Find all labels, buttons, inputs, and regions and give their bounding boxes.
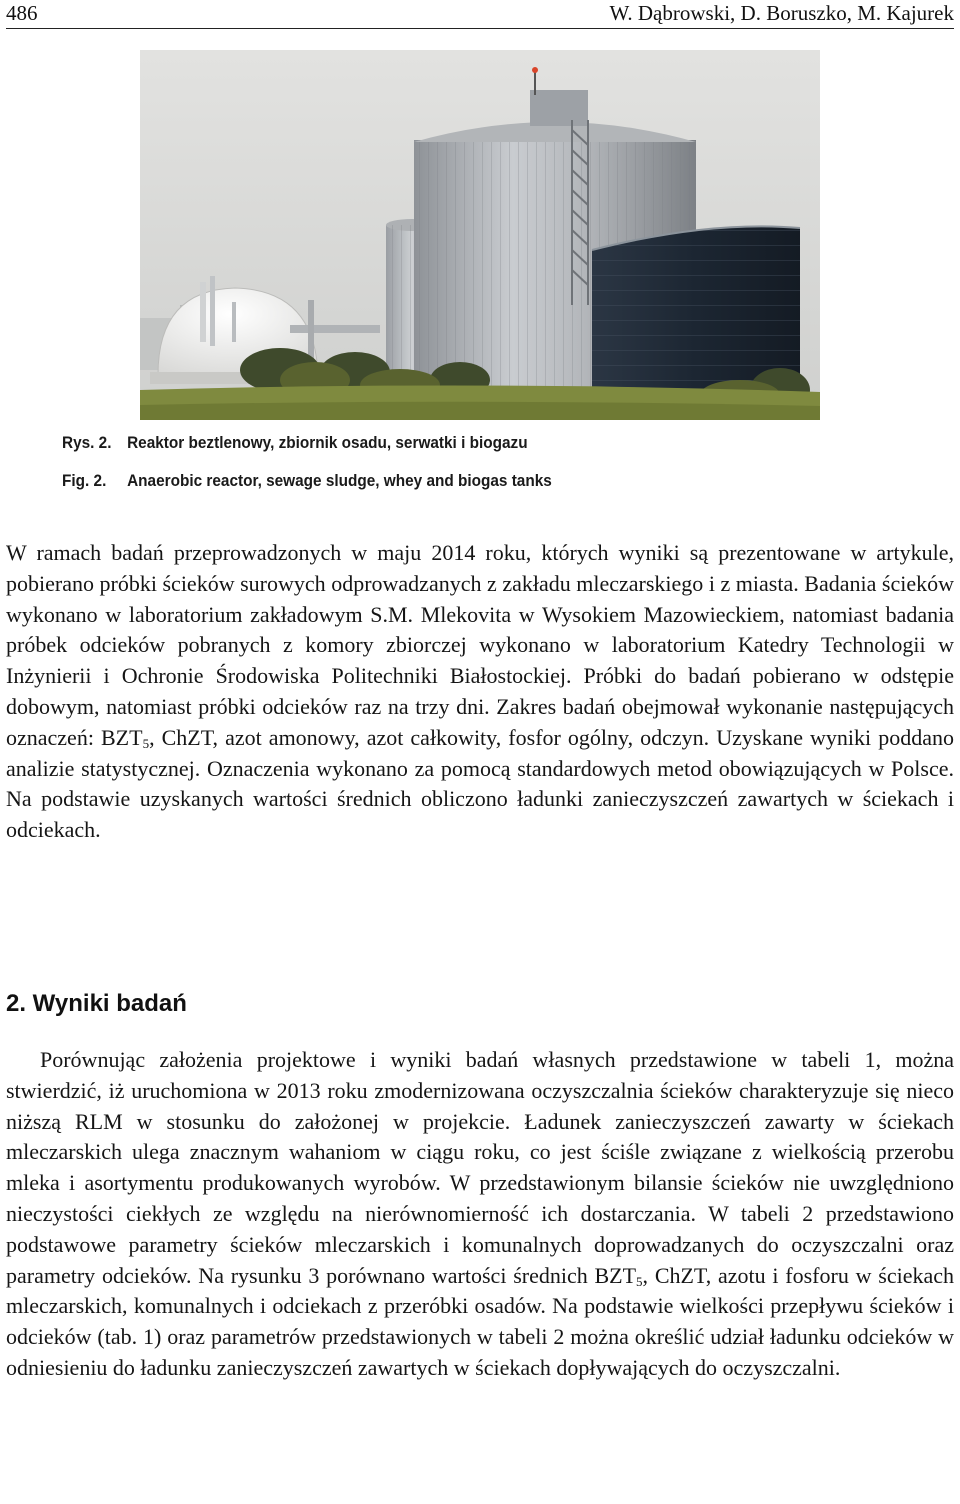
paragraph-results-text-2: , ChZT, azotu i fosforu w ściekach mleczarskich, komunalnych i odciekach z przeróbki osadów. Na podstawie wielkości przepływu ścieków i odcieków (tab. 1) oraz parametrów przedstawionych w tabeli 2 można określić udział ładunku odcieków w odniesieniu do ładunku zanieczyszczeń zawartych w ściekach dopływających do oczyszczalni. — [6, 1262, 954, 1380]
paragraph-methods-text-2: , ChZT, azot amonowy, azot całkowity, fosfor ogólny, odczyn. Uzyskane wyniki poddano analizie statystycznej. Oznaczenia wykonano za pomocą standardowych metod obowiązujących w Polsce. Na podstawie uzyskanych wartości średnich obliczono ładunki zanieczyszczeń zawartych w ściekach i odciekach. — [6, 724, 954, 843]
paragraph-methods — [6, 538, 954, 846]
figure-photo — [140, 50, 820, 420]
subscript-bzt5: 5 — [142, 735, 150, 751]
section-heading: 2. Wyniki badań — [6, 990, 187, 1017]
caption-english — [62, 470, 552, 508]
running-authors: W. Dąbrowski, D. Boruszko, M. Kajurek — [609, 1, 954, 25]
subscript-bzt5-results: 5 — [636, 1273, 643, 1289]
paragraph-methods-text-1: W ramach badań przeprowadzonych w maju 2014 roku, których wyniki są prezentowane w artykule, pobierano próbki ścieków surowych odprowadzanych z zakładu mleczarskiego i z miasta. Badania ścieków wykonano w laboratorium zakładowym S.M. Mlekovita w Wysokiem Mazowieckiem, natomiast badania próbek odcieków pobranych z komory zbiorczej wykonano w laboratorium Katedry Technologii w Inżynierii i Ochronie Środowiska Politechniki Białostockiej. Próbki do badań pobierano w odstępie dobowym, natomiast próbki odcieków raz na trzy dni. Zakres badań obejmował wykonanie następujących oznaczeń: BZT — [6, 540, 954, 750]
figure-caption — [62, 432, 552, 508]
paragraph-results-text-1: Porównując założenia projektowe i wyniki badań własnych przedstawione w tabeli 1, można stwierdzić, iż uruchomiona w 2013 roku zmodernizowana oczyszczalnia ścieków charakteryzuje się nieco niższą RLM w stosunku do założonej w projekcie. Ładunek zanieczyszczeń zawarty w ściekach mleczarskich ulega znacznym wahaniom w ciągu roku, co jest ściśle związane z wielkością przerobu mleka i asortymentu produkowanych wyrobów. W przedstawionym bilansie ścieków nie uwzględniono nieczystości ciekłych ze względu na nierównomierność ich dostarczania. W tabeli 2 przedstawiono podstawowe parametry ścieków mleczarskich i komunalnych doprowadzanych do oczyszczalni oraz parametry odcieków. Na rysunku 3 porównano wartości średnich BZT — [6, 1047, 954, 1288]
plant-tanks-photo — [140, 50, 820, 420]
caption-text-en: Anaerobic reactor, sewage sludge, whey and biogas tanks — [127, 472, 552, 490]
caption-label-pl: Rys. 2. — [62, 434, 112, 452]
caption-text-pl: Reaktor beztlenowy, zbiornik osadu, serwatki i biogazu — [127, 434, 528, 452]
running-header — [6, 0, 954, 29]
page-number: 486 — [6, 1, 38, 25]
paragraph-results — [6, 1045, 954, 1384]
caption-label-en: Fig. 2. — [62, 472, 107, 490]
caption-polish — [62, 432, 552, 470]
